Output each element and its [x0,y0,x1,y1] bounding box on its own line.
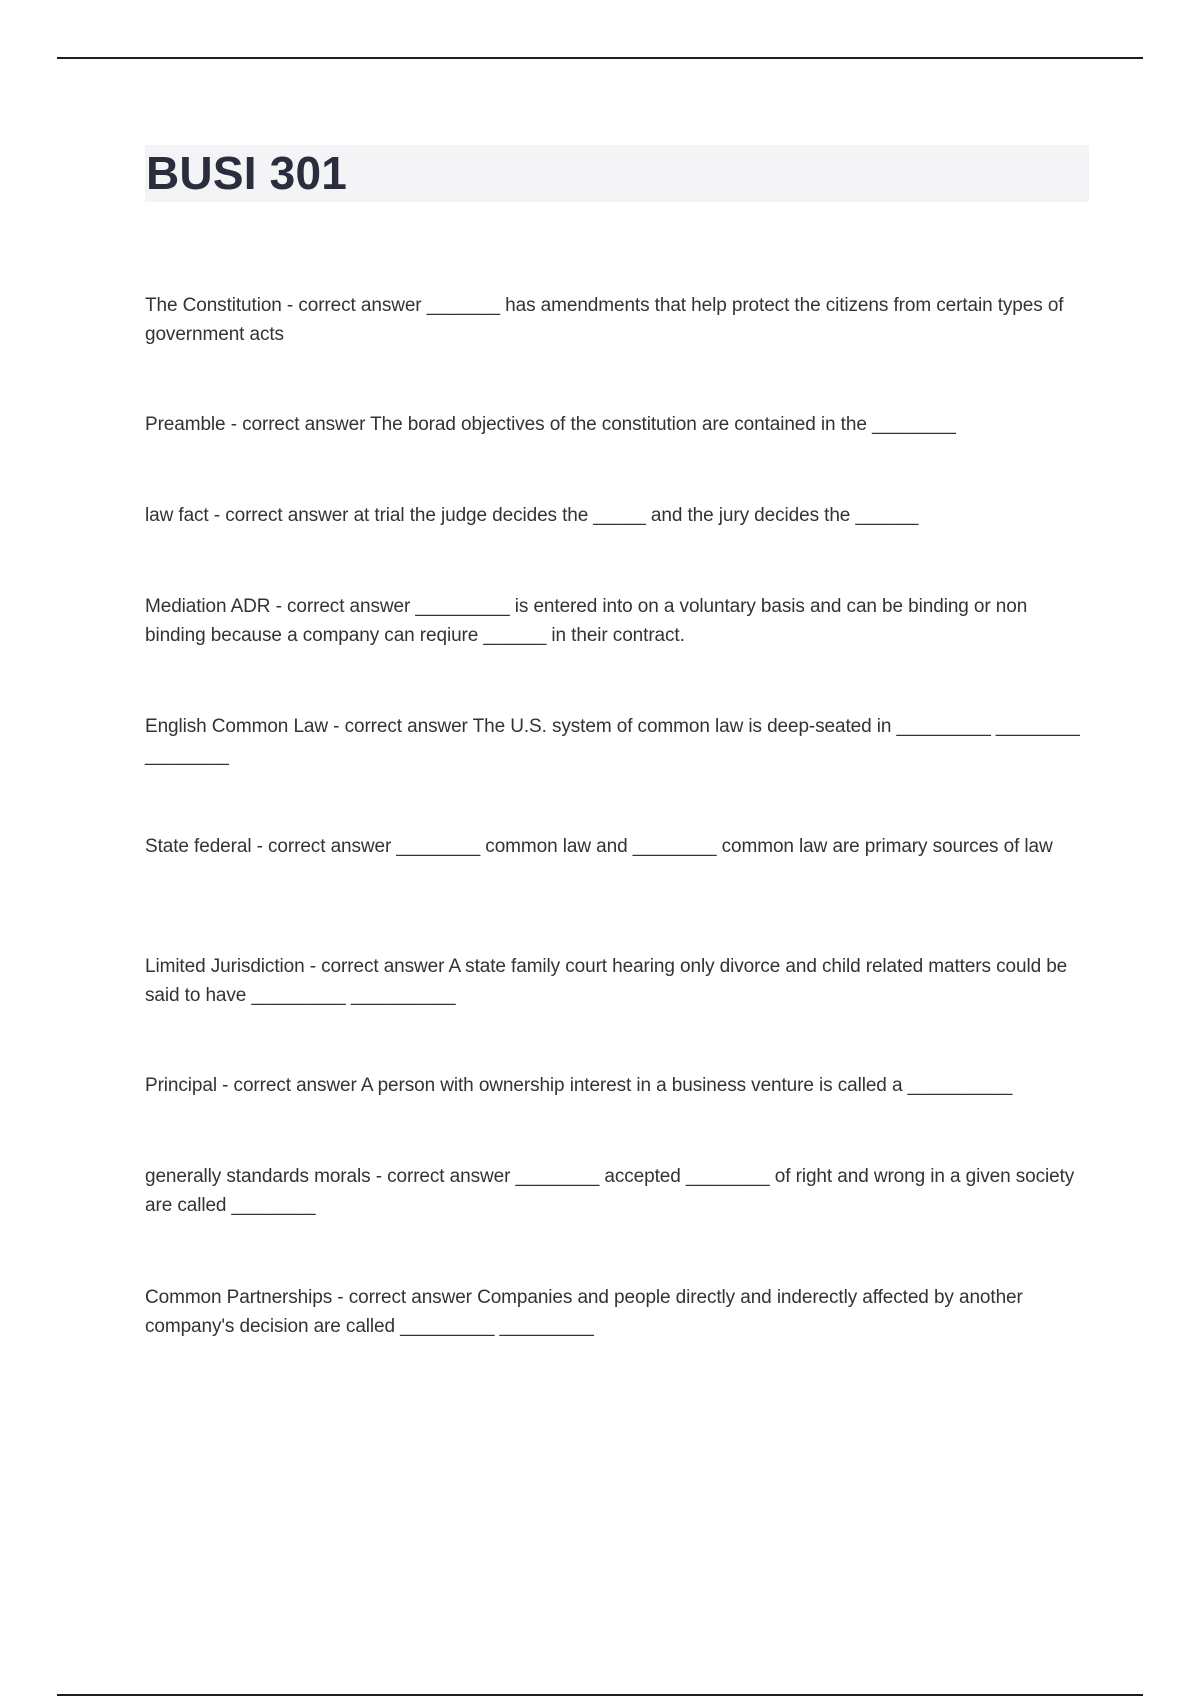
flashcard-state-federal: State federal - correct answer ________ common law and ________ common law are primary sources of law [145,836,1053,857]
flashcard-law-fact: law fact - correct answer at trial the judge decides the _____ and the jury decides the ______ [145,505,919,526]
page-title: BUSI 301 [146,147,348,199]
flashcard-constitution: The Constitution - correct answer _______ has amendments that help protect the citizens from certain types of government acts [145,295,1064,345]
flashcard-preamble: Preamble - correct answer The borad objectives of the constitution are contained in the ________ [145,414,956,435]
flashcard-principal: Principal - correct answer A person with ownership interest in a business venture is called a __________ [145,1075,1013,1096]
flashcard-limited-jurisdiction: Limited Jurisdiction - correct answer A state family court hearing only divorce and child related matters could be said to have _________ __________ [145,956,1068,1006]
top-rule [57,57,1143,59]
flashcard-generally-standards-morals: generally standards morals - correct answer ________ accepted ________ of right and wrong in a given society are called ________ [145,1166,1075,1216]
bottom-rule [57,1694,1143,1696]
flashcard-english-common-law: English Common Law - correct answer The U.S. system of common law is deep-seated in _________ ________ ________ [145,716,1080,766]
flashcard-common-partnerships: Common Partnerships - correct answer Companies and people directly and inderectly affected by another company's decision are called _________ _________ [145,1287,1023,1337]
flashcard-mediation-adr: Mediation ADR - correct answer _________ is entered into on a voluntary basis and can be binding or non binding because a company can reqiure ______ in their contract. [145,596,1028,646]
